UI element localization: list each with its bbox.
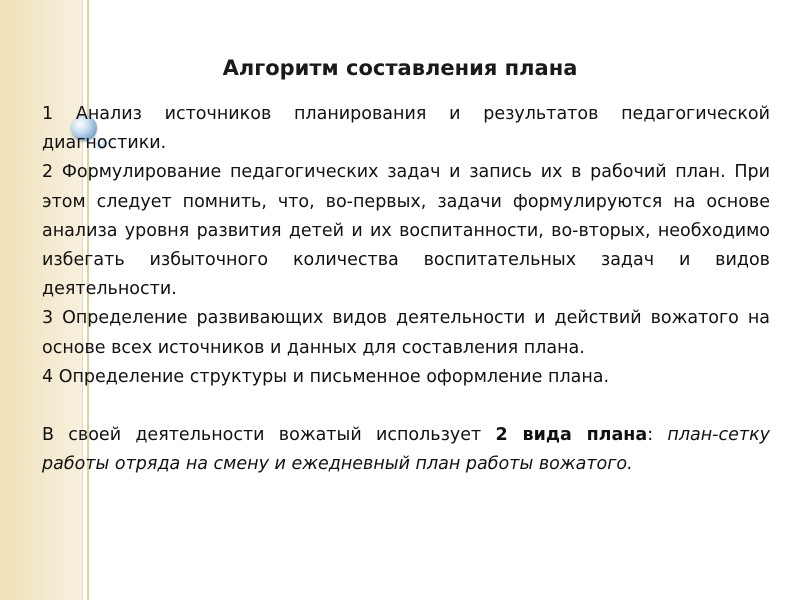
step-1: 1 Анализ источников планирования и результатов педагогической диагностики. [42,104,770,154]
conclusion-paragraph [42,421,770,479]
slide-title: Алгоритм составления плана [222,56,578,80]
step-3: 3 Определение развивающих видов деятельности и действий вожатого на основе всех источников и данных для составления плана. [42,308,770,358]
plan-count-emphasis: 2 вида плана [495,425,648,446]
paragraph-spacer [42,392,770,421]
plan-types-text: план-сетку работы отряда на смену и ежедневный план работы вожатого. [42,425,770,475]
step-4: 4 Определение структуры и письменное оформление плана. [42,366,610,387]
slide-body [42,100,770,480]
conclusion-colon: : [647,425,668,446]
step-2: 2 Формулирование педагогических задач и запись их в рабочий план. При этом следует помнить, что, во-первых, задачи формулируются на основе анализа уровня развития детей и их воспитанности, во-вторых, необходимо избегать избыточного количества воспитательных задач и видов деятельности. [42,162,770,300]
conclusion-prefix: В своей деятельности вожатый использует [42,425,496,446]
